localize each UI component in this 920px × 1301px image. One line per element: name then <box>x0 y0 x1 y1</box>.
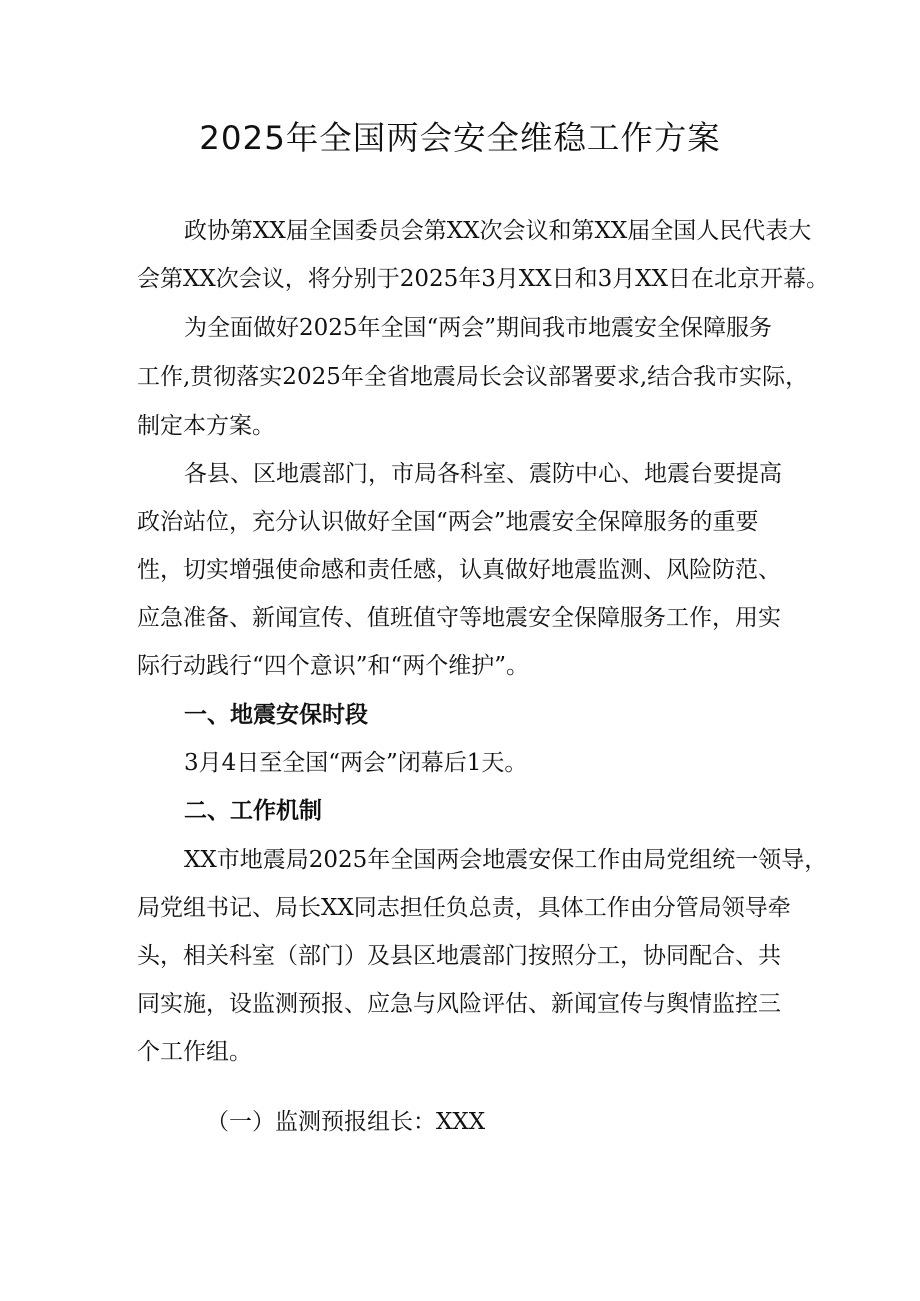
para-3-line-1: 各县、区地震部门，市局各科室、震防中心、地震台要提高 <box>184 461 782 487</box>
para-1-line-2: 会第XX次会议，将分别于2025年3月XX日和3月XX日在北京开幕。 <box>137 266 830 292</box>
para-1-line-1: 政协第XX届全国委员会第XX次会议和第XX届全国人民代表大 <box>184 218 812 244</box>
subsection-heading-1: （一）监测预报组长：XXX <box>206 1109 486 1135</box>
para-5-line-5: 个工作组。 <box>137 1039 252 1065</box>
para-2-line-2: 工作,贯彻落实2025年全省地震局长会议部署要求,结合我市实际， <box>137 364 809 390</box>
para-4-line-1: 3月4日至全国“两会”闭幕后1天。 <box>184 750 528 776</box>
para-5-line-3: 头，相关科室（部门）及县区地震部门按照分工，协同配合、共 <box>137 943 781 969</box>
para-3-line-2: 政治站位，充分认识做好全国“两会”地震安全保障服务的重要 <box>137 509 759 535</box>
para-5-line-1: XX市地震局2025年全国两会地震安保工作由局党组统一领导， <box>184 847 828 873</box>
para-3-line-4: 应急准备、新闻宣传、值班值守等地震安全保障服务工作，用实 <box>137 605 781 631</box>
para-5-line-2: 局党组书记、局长XX同志担任负总责，具体工作由分管局领导牵 <box>137 895 791 921</box>
para-3-line-3: 性，切实增强使命感和责任感，认真做好地震监测、风险防范、 <box>137 557 781 583</box>
document-title: 2025年全国两会安全维稳工作方案 <box>199 119 721 157</box>
para-3-line-5: 际行动践行“四个意识”和“两个维护”。 <box>137 653 530 679</box>
para-2-line-3: 制定本方案。 <box>137 413 275 439</box>
section-heading-2: 二、工作机制 <box>184 798 322 824</box>
section-heading-1: 一、地震安保时段 <box>184 702 368 728</box>
para-2-line-1: 为全面做好2025年全国“两会”期间我市地震安全保障服务 <box>184 315 773 341</box>
para-5-line-4: 同实施，设监测预报、应急与风险评估、新闻宣传与舆情监控三 <box>137 991 781 1017</box>
